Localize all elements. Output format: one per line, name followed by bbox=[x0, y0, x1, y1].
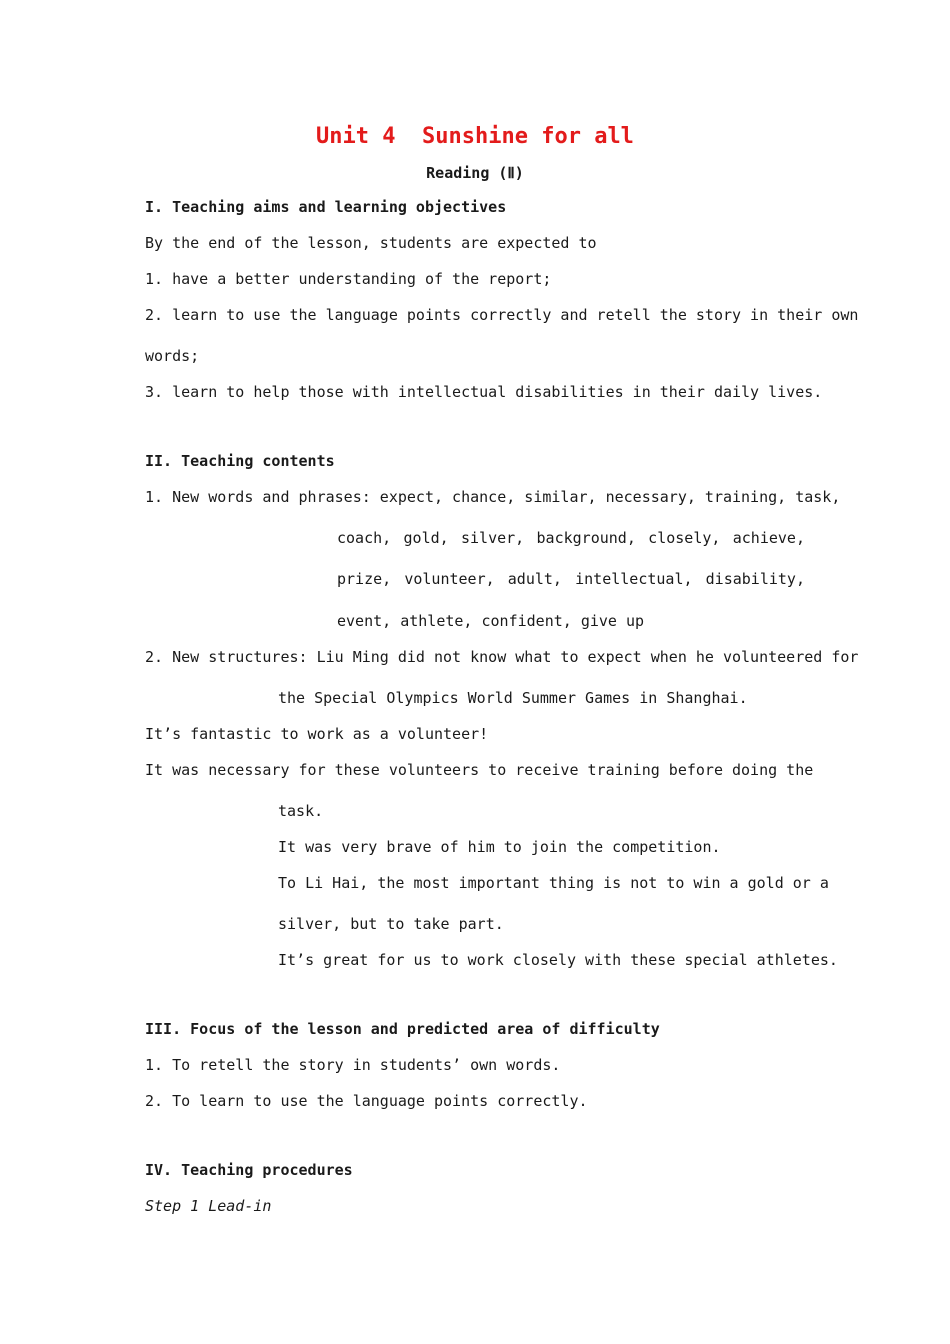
aims-intro: By the end of the lesson, students are expected to bbox=[145, 234, 597, 252]
words-line-2: coach, gold, silver, background, closely, achieve, bbox=[337, 529, 805, 547]
structure-line-4: It was necessary for these volunteers to receive training before doing the bbox=[145, 761, 814, 779]
structure-line-8: silver, but to take part. bbox=[278, 915, 504, 933]
aims-item-3: 3. learn to help those with intellectual disabilities in their daily lives. bbox=[145, 383, 823, 401]
structure-line-5: task. bbox=[278, 802, 324, 820]
section-heading-focus: III. Focus of the lesson and predicted area of difficulty bbox=[145, 1020, 660, 1038]
words-line-1: 1. New words and phrases: expect, chance, similar, necessary, training, task, bbox=[145, 488, 841, 506]
section-heading-aims: I. Teaching aims and learning objectives bbox=[145, 198, 507, 216]
words-line-4: event, athlete, confident, give up bbox=[337, 612, 645, 630]
words-line-3: prize, volunteer, adult, intellectual, disability, bbox=[337, 570, 805, 588]
section-heading-contents: II. Teaching contents bbox=[145, 452, 335, 470]
step-1-label: Step 1 Lead-in bbox=[145, 1197, 272, 1215]
focus-item-1: 1. To retell the story in students’ own words. bbox=[145, 1056, 561, 1074]
structure-line-1: 2. New structures: Liu Ming did not know what to expect when he volunteered for bbox=[145, 648, 859, 666]
aims-item-2-cont: words; bbox=[145, 347, 200, 365]
structure-line-3: It’s fantastic to work as a volunteer! bbox=[145, 725, 489, 743]
document-subtitle: Reading (Ⅱ) bbox=[426, 164, 524, 182]
aims-item-2: 2. learn to use the language points correctly and retell the story in their own bbox=[145, 306, 859, 324]
structure-line-9: It’s great for us to work closely with these special athletes. bbox=[278, 951, 838, 969]
structure-line-2: the Special Olympics World Summer Games in Shanghai. bbox=[278, 689, 748, 707]
structure-line-6: It was very brave of him to join the competition. bbox=[278, 838, 721, 856]
document-title: Unit 4 Sunshine for all bbox=[316, 124, 634, 149]
aims-item-1: 1. have a better understanding of the report; bbox=[145, 270, 552, 288]
structure-line-7: To Li Hai, the most important thing is not to win a gold or a bbox=[278, 874, 829, 892]
section-heading-procedures: IV. Teaching procedures bbox=[145, 1161, 353, 1179]
focus-item-2: 2. To learn to use the language points correctly. bbox=[145, 1092, 588, 1110]
